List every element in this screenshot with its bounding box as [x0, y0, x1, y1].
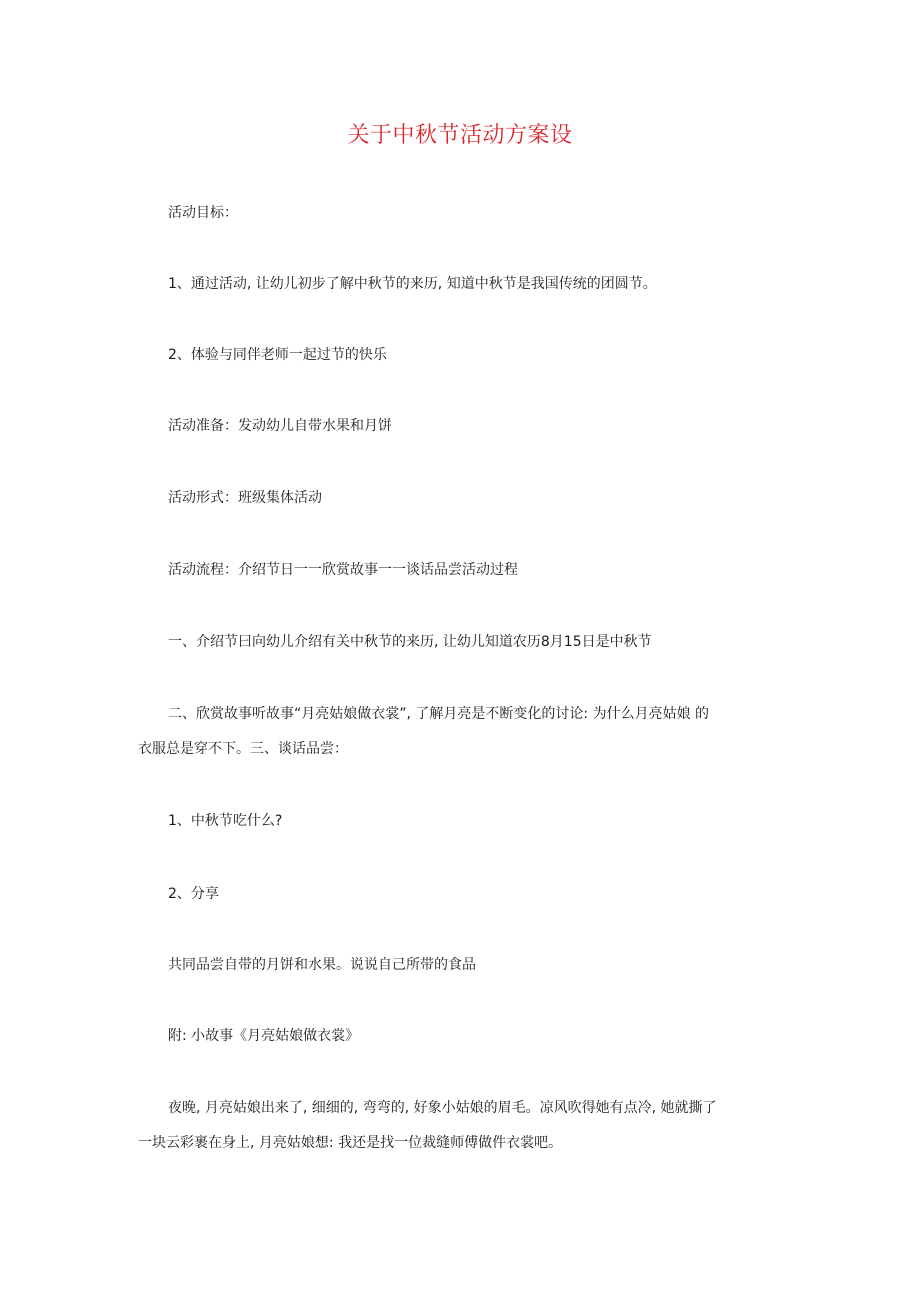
paragraph-share-detail: 共同品尝自带的月饼和水果。说说自己所带的食品	[168, 957, 476, 973]
paragraph-section-2-line-2: 衣服总是穿不下。三、谈话品尝：	[138, 741, 348, 757]
paragraph-appendix: 附: 小故事《月亮姑娘做衣裳》	[168, 1028, 360, 1044]
paragraph-goal-2: 2、体验与同伴老师一起过节的快乐	[168, 347, 387, 363]
paragraph-share: 2、分享	[168, 886, 219, 902]
paragraph-goal-1: 1、通过活动, 让幼儿初步了解中秋节的来历, 知道中秋节是我国传统的团圆节。	[168, 276, 657, 292]
paragraph-preparation: 活动准备：发动幼儿自带水果和月饼	[168, 418, 392, 434]
paragraph-story-line-2: 一块云彩裹在身上, 月亮姑娘想: 我还是找一位裁缝师傅做件衣裳吧。	[138, 1135, 563, 1151]
paragraph-section-1: 一、介绍节曰向幼儿介绍有关中秋节的来历, 让幼儿知道农历8月15日是中秋节	[168, 634, 652, 650]
document-title: 关于中秋节活动方案设	[347, 123, 573, 148]
paragraph-goals-heading: 活动目标：	[168, 205, 238, 221]
paragraph-section-2-line-1: 二、欣赏故事听故事“月亮姑娘做衣裳”, 了解月亮是不断变化的讨论: 为什么月亮姑娘 的	[168, 706, 710, 722]
paragraph-process: 活动流程：介绍节日一一欣赏故事一一谈话品尝活动过程	[168, 562, 518, 578]
paragraph-story-line-1: 夜晚, 月亮姑娘出来了, 细细的, 弯弯的, 好象小姑娘的眉毛。凉风吹得她有点冷, 她就撕了	[168, 1100, 717, 1116]
paragraph-question-1: 1、中秋节吃什么?	[168, 813, 283, 829]
paragraph-format: 活动形式：班级集体活动	[168, 490, 322, 506]
